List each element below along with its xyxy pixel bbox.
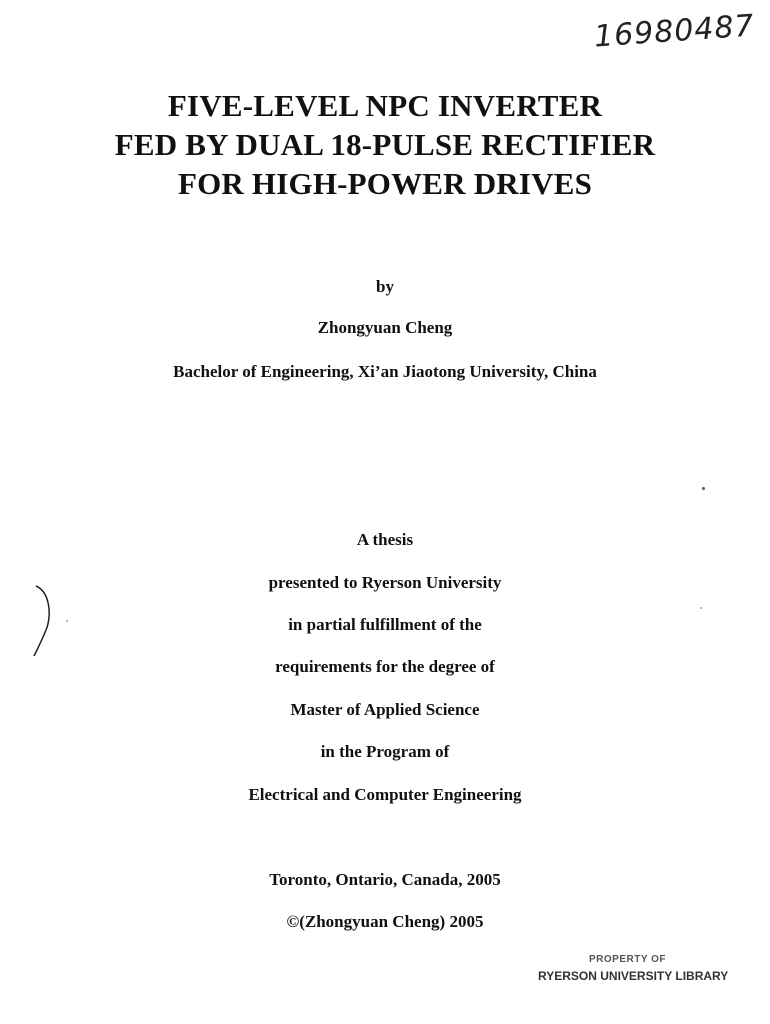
copyright-notice: ©(Zhongyuan Cheng) 2005 — [286, 912, 484, 931]
scan-speck — [702, 487, 705, 490]
thesis-line-4: requirements for the degree of — [275, 657, 495, 676]
title-line-3: FOR HIGH-POWER DRIVES — [177, 166, 593, 201]
margin-bracket-mark — [28, 582, 68, 662]
thesis-line-2: presented to Ryerson University — [268, 573, 502, 592]
by-label: by — [376, 277, 394, 296]
library-stamp-line-2: RYERSON UNIVERSITY LIBRARY — [538, 969, 729, 983]
place-date: Toronto, Ontario, Canada, 2005 — [269, 870, 501, 889]
scan-speck — [66, 620, 68, 622]
thesis-line-7: Electrical and Computer Engineering — [248, 785, 522, 804]
title-line-2: FED BY DUAL 18-PULSE RECTIFIER — [114, 127, 656, 162]
thesis-line-5: Master of Applied Science — [290, 700, 480, 719]
thesis-title — [0, 86, 770, 203]
handwritten-number: 16980487 — [592, 8, 756, 55]
scan-speck — [700, 607, 702, 609]
thesis-line-1: A thesis — [356, 530, 414, 549]
author-name: Zhongyuan Cheng — [317, 318, 453, 337]
prior-degree: Bachelor of Engineering, Xi’an Jiaotong University, China — [173, 362, 597, 381]
title-line-1: FIVE-LEVEL NPC INVERTER — [167, 88, 603, 123]
thesis-line-3: in partial fulfillment of the — [288, 615, 482, 634]
thesis-line-6: in the Program of — [320, 742, 450, 761]
library-stamp-line-1: PROPERTY OF — [589, 954, 666, 965]
